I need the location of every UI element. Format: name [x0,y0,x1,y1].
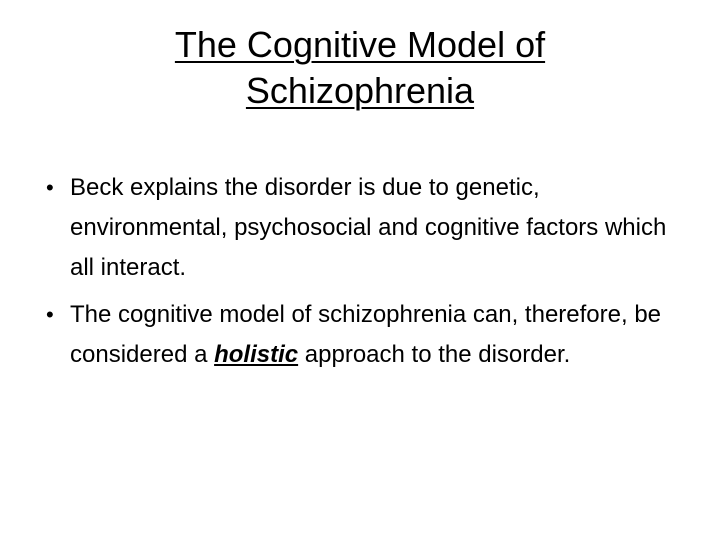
bullet-list [40,168,668,382]
holistic-emphasis: holistic [214,341,299,368]
bullet-item-genetic-factors [40,168,668,288]
bullet-item-holistic-approach [40,295,668,375]
title-line-1: The Cognitive Model of [174,24,546,65]
bullet-text-start: The cognitive model of schizophrenia can, therefore, be considered a [70,301,662,368]
bullet-text: Beck explains the disorder is due to genetic, environmental, psychosocial and cognitive factors which all interact. [70,174,667,281]
bullet-text-end: approach to the disorder. [298,341,571,368]
bullet-marker: • [46,175,54,200]
bullet-marker: • [46,302,54,327]
title-line-2: Schizophrenia [245,70,475,111]
slide-title [36,22,684,114]
